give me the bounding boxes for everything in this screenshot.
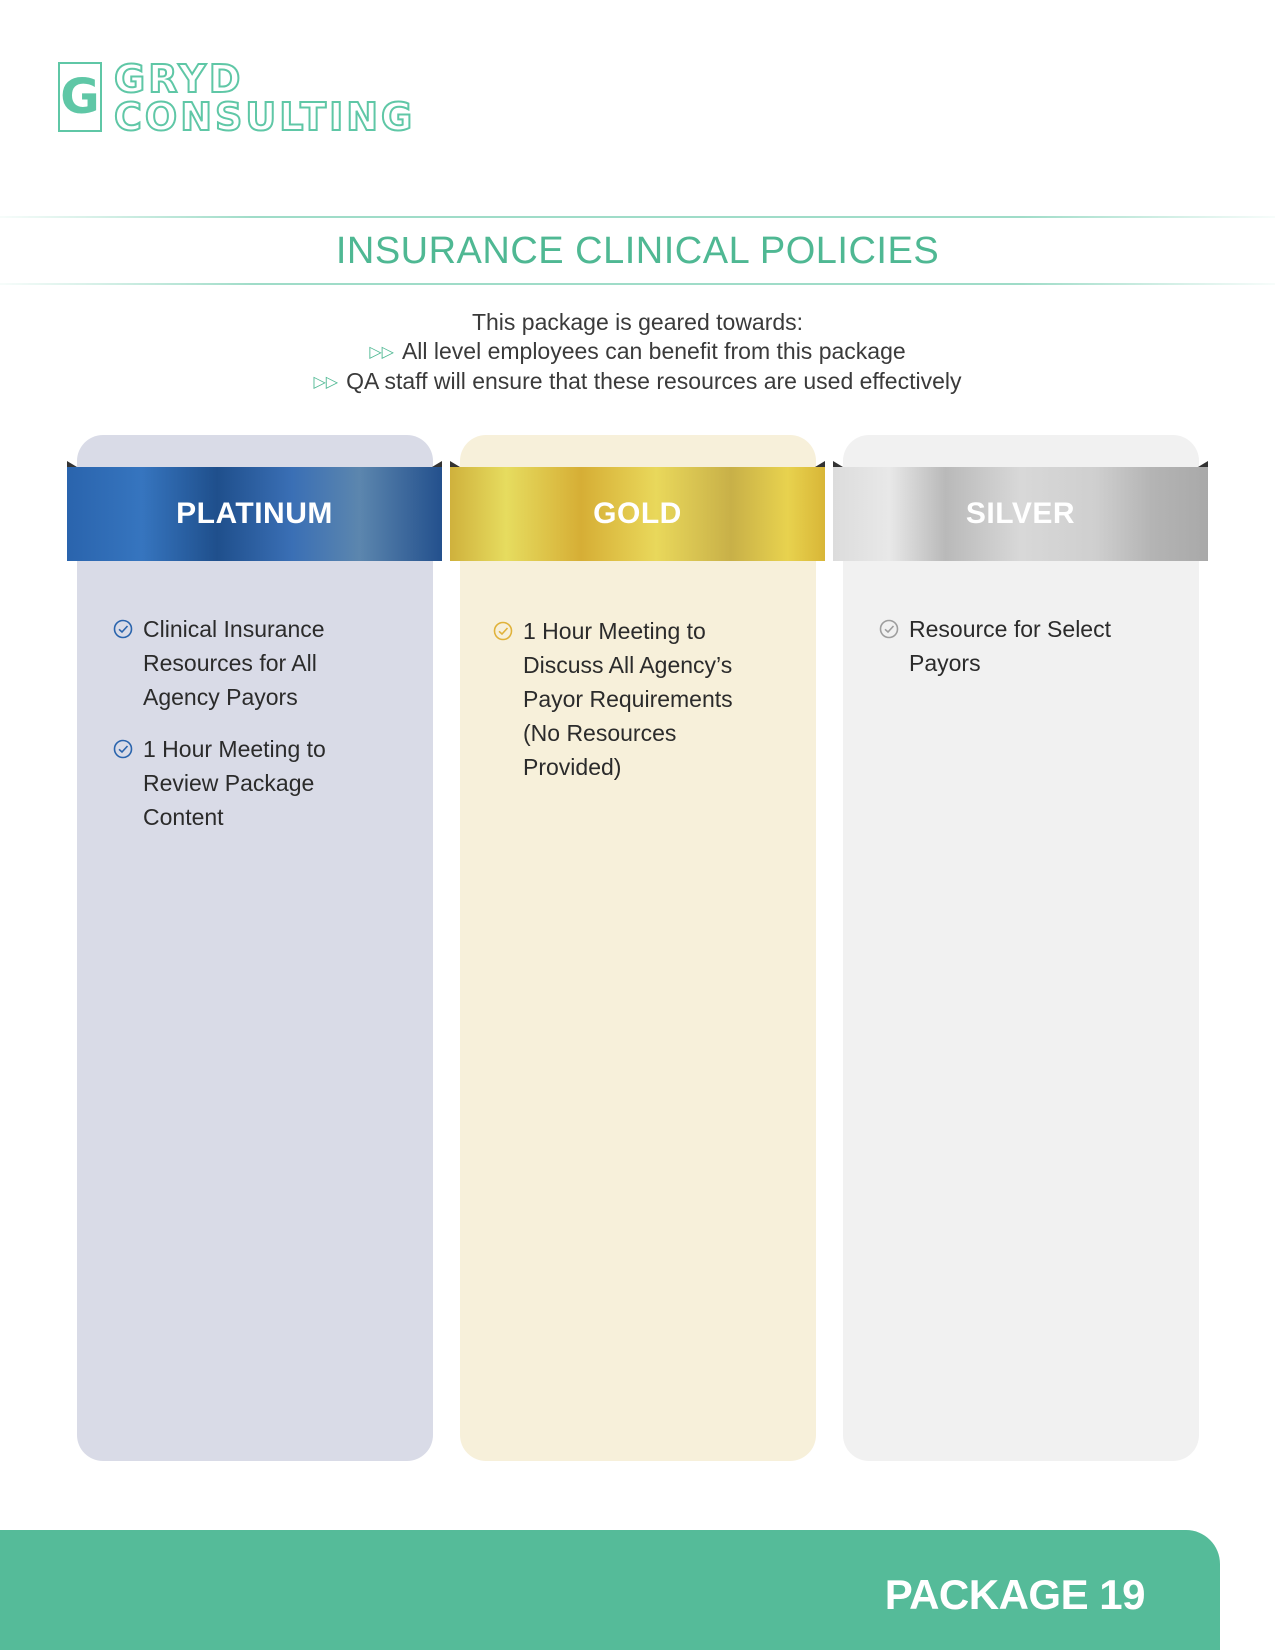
tier-ribbon-gold: GOLD [450,467,825,561]
intro-heading: This package is geared towards: [471,309,804,335]
footer-banner [0,1530,1220,1650]
feature-item: Resource for Select Payors [879,612,1169,680]
check-circle-icon [113,619,133,639]
gold-feature-list [493,614,773,802]
fast-forward-icon: ▷▷ [369,344,394,361]
logo-text-line2: CONSULTING [114,95,416,139]
title-divider-bottom [0,283,1275,285]
tier-card-silver [843,435,1199,1461]
platinum-feature-list [113,612,383,852]
check-circle-icon [113,739,133,759]
page-title: INSURANCE CLINICAL POLICIES [335,230,940,272]
intro-bullet: ▷▷ All level employees can benefit from this package [369,338,906,364]
tier-ribbon-silver: SILVER [833,467,1208,561]
title-divider-top [0,216,1275,218]
silver-feature-list [879,612,1169,698]
feature-item: Clinical Insurance Resources for All Agency Payors [113,612,383,714]
logo-mark: G [58,62,102,132]
logo-text-line1: GRYD [114,57,244,101]
fast-forward-icon: ▷▷ [313,374,339,391]
intro-bullet: ▷▷ QA staff will ensure that these resources are used effectively [313,368,962,394]
tier-card-platinum [77,435,433,1461]
company-logo [58,57,418,140]
intro-section [0,308,1275,397]
tier-ribbon-platinum: PLATINUM [67,467,442,561]
check-circle-icon [493,621,513,641]
feature-item: 1 Hour Meeting to Review Package Content [113,732,383,834]
package-number: PACKAGE 19 [884,1571,1145,1618]
tier-card-gold [460,435,816,1461]
check-circle-icon [879,619,899,639]
feature-item: 1 Hour Meeting to Discuss All Agency’s Payor Requirements (No Resources Provided) [493,614,773,784]
